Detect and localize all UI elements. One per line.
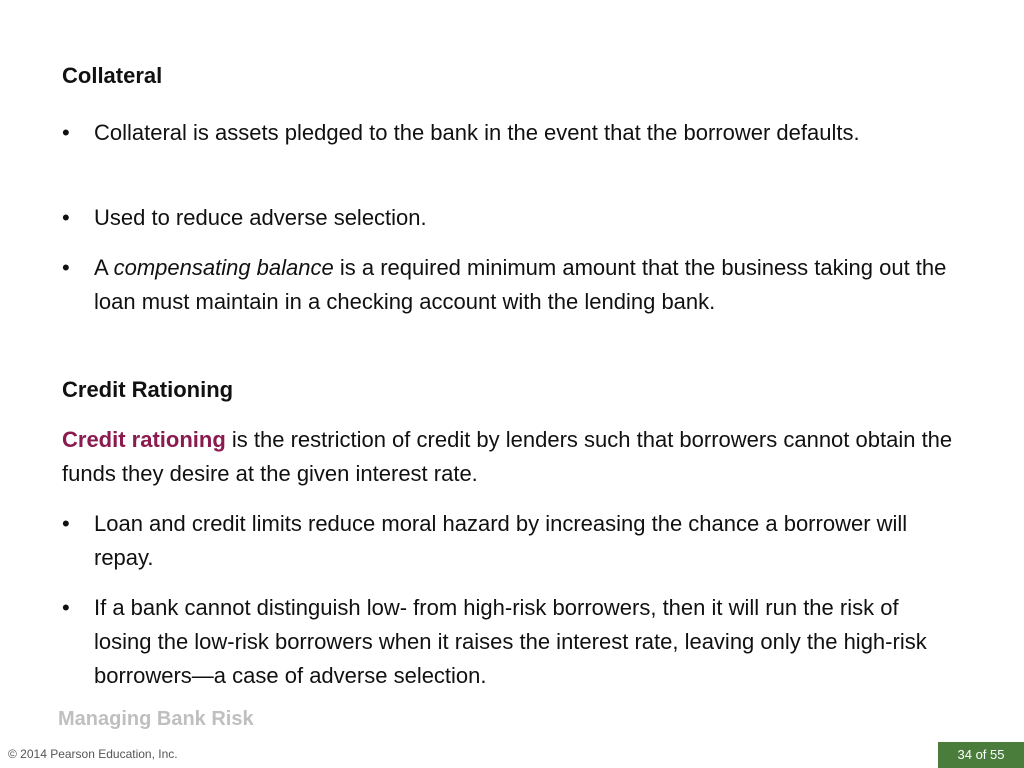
bullet-suffix: is a required minimum amount that the business taking out the loan must maintain in a checking account with the lending bank.: [94, 255, 947, 314]
bullet-dot: •: [62, 205, 70, 230]
heading-credit-rationing: Credit Rationing: [62, 377, 234, 402]
copyright-notice: © 2014 Pearson Education, Inc.: [8, 747, 178, 761]
term-compensating-balance: compensating balance: [113, 255, 334, 280]
bullet-dot: •: [62, 255, 70, 280]
page-number-badge: 34 of 55: [938, 742, 1024, 768]
heading-collateral: Collateral: [62, 63, 163, 88]
bullet-adverse-selection: [62, 201, 962, 235]
bullet-text: Used to reduce adverse selection.: [94, 205, 427, 230]
bullet-text: Loan and credit limits reduce moral hazard by increasing the chance a borrower will repay.: [94, 511, 908, 570]
bullet-text: [94, 251, 962, 319]
bullet-compensating-balance: [62, 251, 962, 319]
bullet-text: If a bank cannot distinguish low- from high-risk borrowers, then it will run the risk of losing the low-risk borrowers when it raises the interest rate, leaving only the high-risk borrowers—a case of adverse selection.: [94, 595, 927, 688]
bullet-risk-distinguish: [62, 591, 962, 693]
term-credit-rationing: Credit rationing: [62, 427, 226, 452]
bullet-collateral-definition: [62, 116, 962, 150]
credit-rationing-definition: [62, 423, 962, 491]
footer-section-title: Managing Bank Risk: [58, 708, 254, 730]
bullet-loan-limits: [62, 507, 962, 575]
bullet-dot: •: [62, 120, 70, 145]
bullet-prefix: A: [94, 255, 114, 280]
definition-text: is the restriction of credit by lenders such that borrowers cannot obtain the funds they desire at the given interest rate.: [62, 427, 953, 486]
bullet-dot: •: [62, 595, 70, 620]
bullet-text: Collateral is assets pledged to the bank in the event that the borrower defaults.: [94, 120, 860, 145]
bullet-dot: •: [62, 511, 70, 536]
